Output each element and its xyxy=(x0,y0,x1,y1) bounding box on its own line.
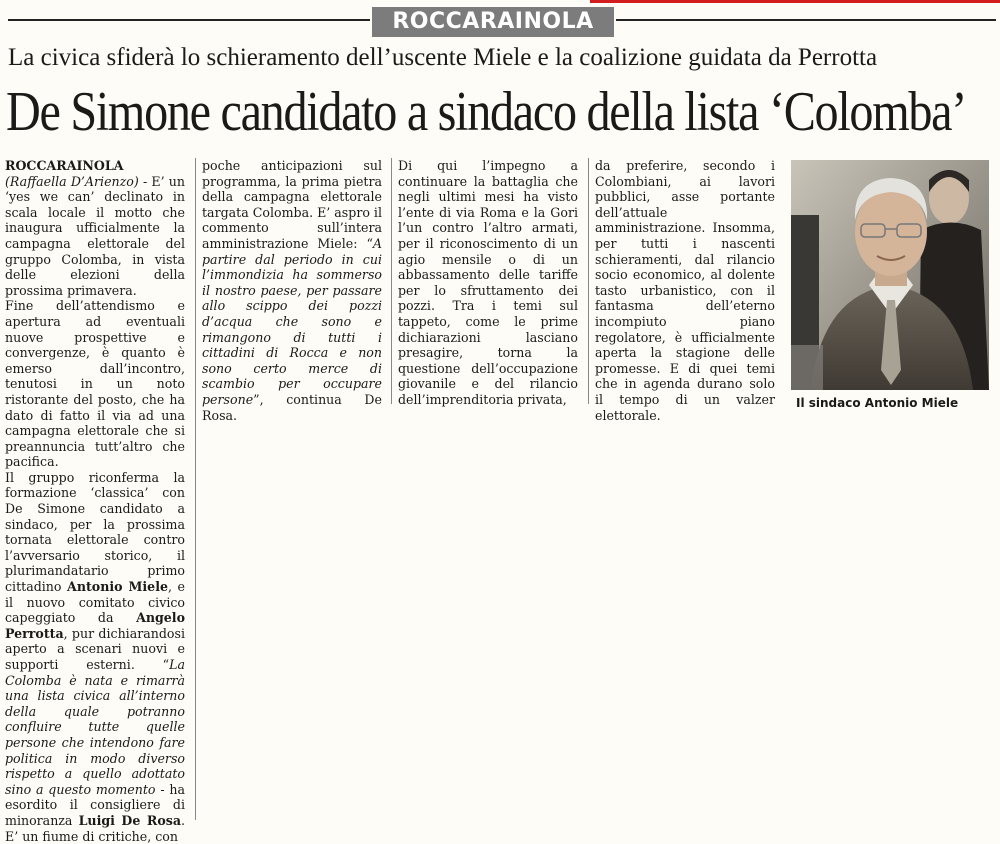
article-column-2 xyxy=(202,158,382,423)
paragraph: da preferire, secondo i Colombiani, ai lavori pubblici, asse portante dell’attuale amministrazione. Insomma, per tutti i nascenti schieramenti, dal rilancio socio economico, al dolente tasto urbanistico, con il fantasma dell’eterno incompiuto piano regolatore, è ufficialmente aperta la stagione delle promesse. E di quei temi che in agenda durano solo il tempo di un valzer elettorale. xyxy=(595,158,775,423)
headline: De Simone candidato a sindaco della lista ‘Colomba’ xyxy=(6,81,967,143)
quote: La Colomba è nata e rimarrà una lista civica all’interno della quale potranno confluire tutte quelle persone che intendono fare politica in modo diverso rispetto a quello adottato sino a questo momento xyxy=(5,657,185,797)
paragraph-text: ”, continua De Rosa. xyxy=(202,391,382,423)
kicker: La civica sfiderà lo schieramento dell’uscente Miele e la coalizione guidata da Perrotta xyxy=(8,44,878,71)
portrait-photo xyxy=(791,160,989,390)
paragraph-text: - ha esordito il consigliere di minoranza xyxy=(5,781,185,828)
article-column-1 xyxy=(5,158,185,844)
paragraph-text: , pur dichiarandosi aperto a scenari nuovi e supporti esterni. “ xyxy=(5,625,185,672)
section-rule-left xyxy=(8,19,370,21)
section-rule-right xyxy=(616,19,996,21)
red-top-line xyxy=(590,0,1000,3)
portrait-illustration xyxy=(791,160,989,390)
dateline: ROCCARAINOLA xyxy=(5,158,124,173)
byline: (Raffaella D’Arienzo) xyxy=(5,173,139,189)
paragraph-text: poche anticipazioni sul programma, la prima pietra della campagna elettorale targata Colomba. E’ aspro il commento sull’intera amministrazione Miele: “ xyxy=(202,158,382,251)
person-name: Angelo Perrotta xyxy=(5,610,185,641)
section-label: ROCCARAINOLA xyxy=(372,7,614,37)
paragraph xyxy=(5,158,185,298)
article-column-4 xyxy=(595,158,775,423)
column-rule xyxy=(588,158,589,404)
quote: A partire dal periodo in cui l’immondizia ha sommerso il nostro paese, per passare allo scippo dei pozzi d’acqua che sono e rimangono di tutti i cittadini di Rocca e non sono certo merce di scambio per occupare persone xyxy=(202,235,382,407)
paragraph-text: Il gruppo riconferma la formazione ‘classica’ con De Simone candidato a sindaco, per la prossima tornata elettorale contro l’avversario storico, il plurimandatario primo cittadino xyxy=(5,469,185,595)
person-name: Antonio Miele xyxy=(67,579,168,595)
paragraph: Fine dell’attendismo e apertura ad eventuali nuove prospettive e convergenze, è quanto è emerso dall’incontro, tenutosi in un noto ristorante del posto, che ha dato di fatto il via ad una campagna elettorale che si preannuncia tutt’altro che pacifica. xyxy=(5,298,185,470)
paragraph xyxy=(202,158,382,423)
paragraph: Di qui l’impegno a continuare la battaglia che negli ultimi mesi ha visto l’ente di via Roma e la Gori l’un contro l’altro armati, per il riconoscimento di un agio mensile o di un abbassamento delle tariffe per lo sfruttamento dei pozzi. Tra i temi sul tappeto, come le prime dichiarazioni lasciano presagire, torna la questione dell’occupazione giovanile e del rilancio dell’imprenditoria privata, xyxy=(398,158,578,407)
person-name: Luigi De Rosa xyxy=(78,812,181,828)
paragraph-text: , e il nuovo comitato civico capeggiato da xyxy=(5,579,186,626)
paragraph xyxy=(5,470,185,844)
paragraph-text: - E’ un ‘yes we can’ declinato in scala locale il motto che inaugura ufficialmente la campagna elettorale del gruppo Colomba, in vista delle elezioni della prossima primavera. xyxy=(5,173,185,298)
column-rule xyxy=(195,158,196,820)
photo-caption: Il sindaco Antonio Miele xyxy=(796,396,959,410)
article-column-3 xyxy=(398,158,578,408)
paragraph-text: . E’ un fiume di critiche, con xyxy=(5,812,185,844)
column-rule xyxy=(391,158,392,404)
